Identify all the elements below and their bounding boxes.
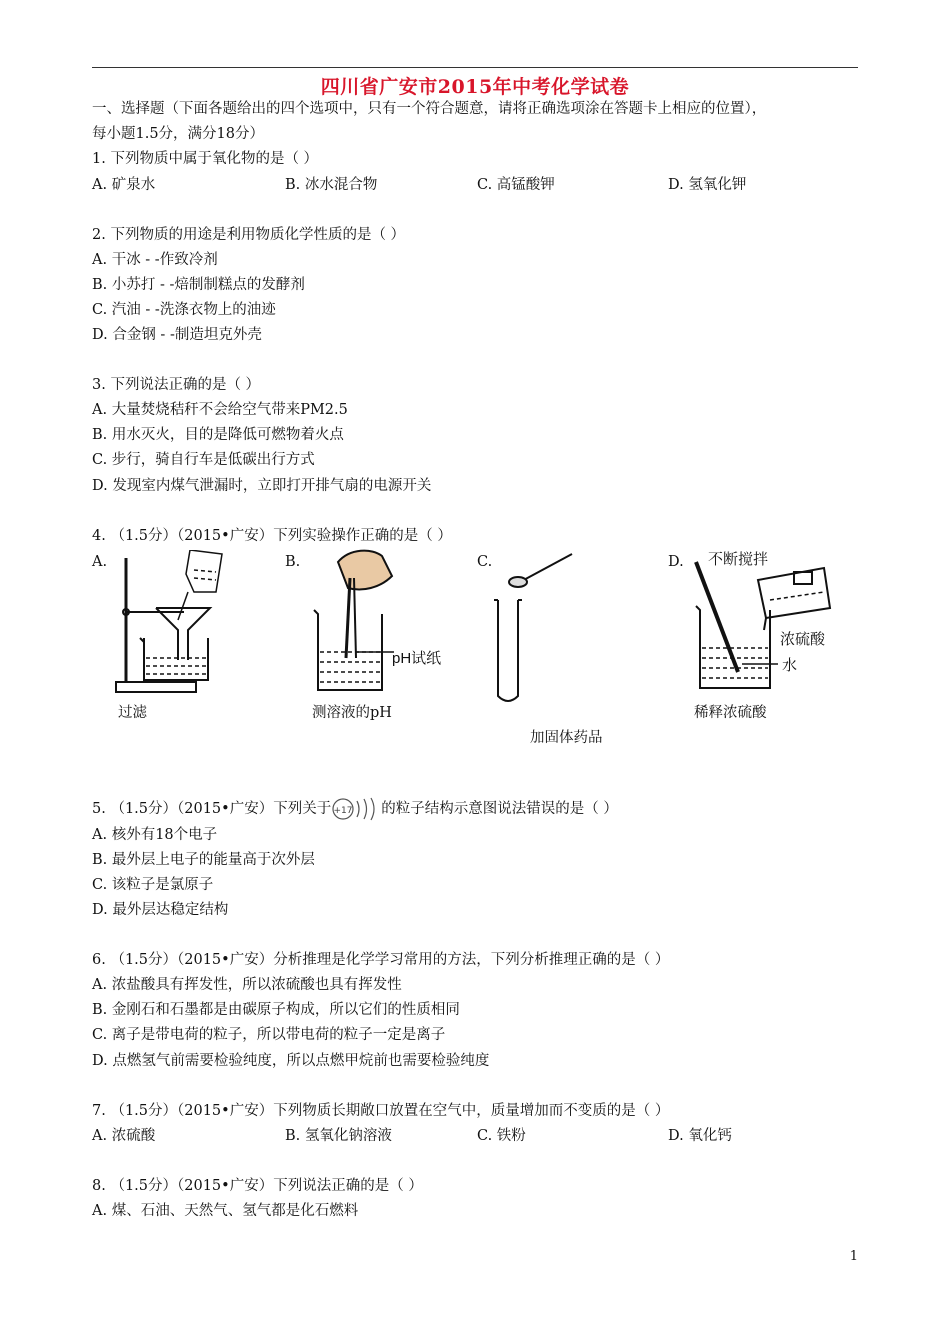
q3-option-c: C. 步行，骑自行车是低碳出行方式 [92,452,315,468]
water-label: 水 [782,657,798,674]
q6-option-b: B. 金刚石和石墨都是由碳原子构成，所以它们的性质相同 [92,1002,460,1018]
q2-stem: 2. 下列物质的用途是利用物质化学性质的是（ ） [92,227,406,243]
q5-stem [92,796,618,822]
q4-option-d: D. [668,554,684,570]
q1-option-c: C. 高锰酸钾 [477,177,555,193]
solid-reagent-figure [490,546,580,706]
ph-test-figure [310,548,410,698]
q1-option-a: A. 矿泉水 [92,177,156,193]
q3-option-d: D. 发现室内煤气泄漏时，立即打开排气扇的电源开关 [92,478,432,494]
top-rule [92,67,858,68]
ph-paper-label: pH试纸 [392,650,442,667]
q2-option-c: C. 汽油 - -洗涤衣物上的油迹 [92,302,276,318]
q6-stem: 6. （1.5分）（2015•广安）分析推理是化学学习常用的方法，下列分析推理正确的是（ ） [92,952,670,968]
q7-option-b: B. 氢氧化钠溶液 [285,1128,392,1144]
q2-option-a: A. 干冰 - -作致冷剂 [92,252,218,268]
page-number: 1 [849,1249,858,1264]
q6-option-c: C. 离子是带电荷的粒子，所以带电荷的粒子一定是离子 [92,1027,446,1043]
page-title: 四川省广安市2015年中考化学试卷 [320,76,630,98]
q5-option-d: D. 最外层达稳定结构 [92,902,229,918]
q6-option-d: D. 点燃氢气前需要检验纯度，所以点燃甲烷前也需要检验纯度 [92,1053,490,1069]
q4-caption-c: 加固体药品 [530,730,603,746]
filtration-apparatus-figure [112,550,237,698]
q4-caption-d: 稀释浓硫酸 [694,705,767,721]
q7-stem: 7. （1.5分）（2015•广安）下列物质长期敞口放置在空气中，质量增加而不变质的是（ ） [92,1103,670,1119]
q8-stem: 8. （1.5分）（2015•广安）下列说法正确的是（ ） [92,1178,423,1194]
q4-caption-a: 过滤 [118,705,147,721]
q4-option-b: B. [285,554,301,570]
q5-stem-before: 5. （1.5分）（2015•广安）下列关于 [92,801,332,817]
q7-option-c: C. 铁粉 [477,1128,526,1144]
q4-caption-b: 测溶液的pH [312,705,392,721]
q1-option-b: B. 冰水混合物 [285,177,378,193]
q3-option-a: A. 大量焚烧秸秆不会给空气带来PM2.5 [92,402,348,418]
q2-option-d: D. 合金钢 - -制造坦克外壳 [92,327,262,343]
atom-structure-diagram [331,796,381,822]
q4-option-c: C. [477,554,493,570]
q5-option-c: C. 该粒子是氯原子 [92,877,214,893]
stir-label: 不断搅拌 [708,551,769,568]
atom-nucleus-label: +17 [333,806,353,816]
q1-stem: 1. 下列物质中属于氧化物的是（ ） [92,151,319,167]
q4-stem: 4. （1.5分）（2015•广安）下列实验操作正确的是（ ） [92,528,452,544]
q2-option-b: B. 小苏打 - -焙制制糕点的发酵剂 [92,277,305,293]
section-heading-line2: 每小题1.5分，满分18分） [92,126,265,142]
q1-option-d: D. 氢氧化钾 [668,177,747,193]
q5-stem-after: 的粒子结构示意图说法错误的是（ ） [381,801,618,817]
conc-acid-label: 浓硫酸 [780,631,826,648]
q3-option-b: B. 用水灭火，目的是降低可燃物着火点 [92,427,344,443]
q6-option-a: A. 浓盐酸具有挥发性，所以浓硫酸也具有挥发性 [92,977,402,993]
q7-option-a: A. 浓硫酸 [92,1128,156,1144]
q4-option-a: A. [92,554,108,570]
q8-option-a: A. 煤、石油、天然气、氢气都是化石燃料 [92,1203,359,1219]
q5-option-a: A. 核外有18个电子 [92,827,218,843]
section-heading-line1: 一、选择题（下面各题给出的四个选项中，只有一个符合题意，请将正确选项涂在答题卡上相应的位置）， [92,101,767,117]
q5-option-b: B. 最外层上电子的能量高于次外层 [92,852,315,868]
q7-option-d: D. 氧化钙 [668,1128,732,1144]
diluting-acid-figure [686,560,846,694]
q3-stem: 3. 下列说法正确的是（ ） [92,377,261,393]
